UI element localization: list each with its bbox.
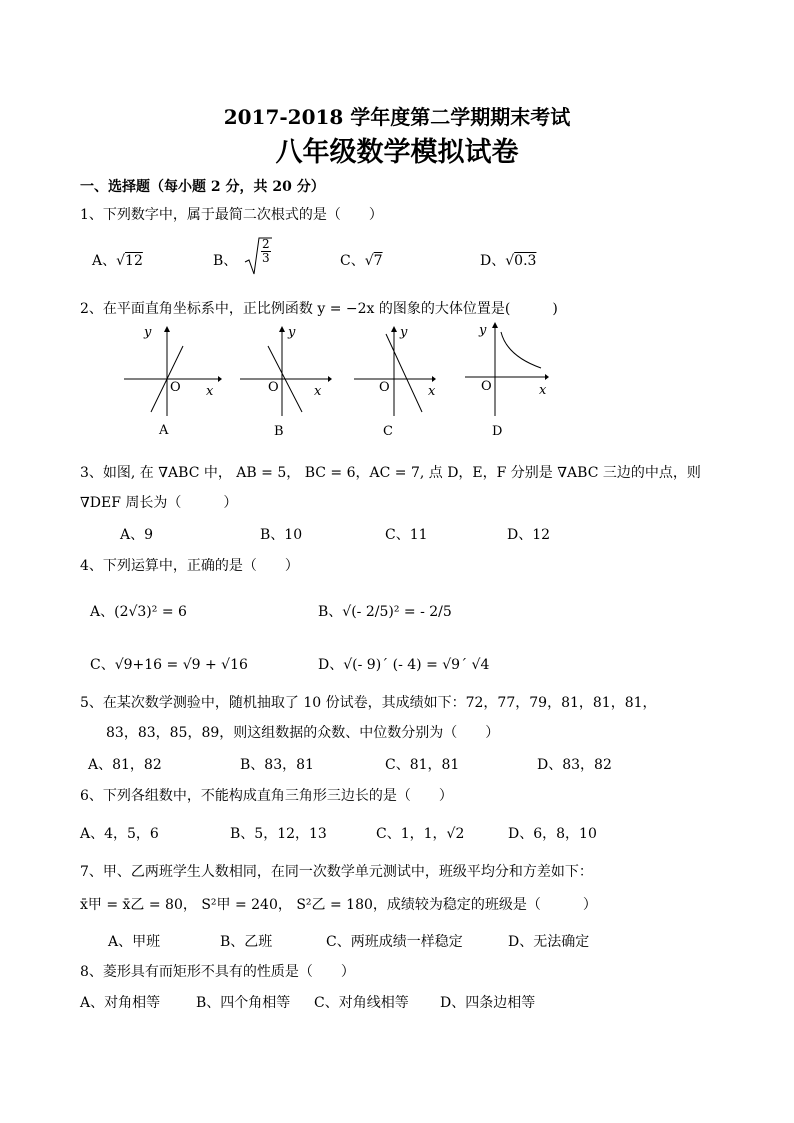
q7-line1: 7、甲、乙两班学生人数相同，在同一次数学单元测试中，班级平均分和方差如下： — [80, 864, 593, 880]
q1-d-prefix: D、√ — [480, 253, 515, 269]
q1-option-a — [92, 252, 143, 270]
q6-option-b: B、5，12，13 — [230, 826, 327, 842]
graph-a — [122, 324, 222, 444]
q4-stem: 4、下列运算中，正确的是（ ） — [80, 558, 299, 574]
q6-option-d: D、6，8，10 — [508, 826, 597, 842]
q4-b-prefix: B、 — [318, 604, 343, 620]
graph-c — [352, 324, 452, 444]
q6-stem: 6、下列各组数中，不能构成直角三角形三边长的是（ ） — [80, 788, 453, 804]
q3-option-d: D、12 — [507, 527, 551, 543]
q5-option-b: B、83，81 — [240, 757, 314, 773]
q1-option-c — [340, 252, 383, 270]
graph-d — [463, 320, 563, 444]
q8-option-b: B、四个角相等 — [196, 995, 291, 1011]
q2-stem: 2、在平面直角坐标系中，正比例函数 y = −2x 的图象的大体位置是( ) — [80, 301, 558, 317]
graph-b-label: B — [274, 424, 284, 439]
graph-b-origin: O — [268, 380, 279, 395]
q1-c-value: 7 — [373, 253, 383, 269]
graph-c-label: C — [383, 424, 393, 439]
graph-c-origin: O — [379, 380, 390, 395]
q4-option-d: D、√(- 9)´ (- 4) = √9´ √4 — [318, 657, 490, 673]
q5-line1: 5、在某次数学测验中，随机抽取了 10 份试卷，其成绩如下：72，77，79，81，81，81， — [80, 695, 657, 711]
q5-option-d: D、83，82 — [537, 757, 612, 773]
q7-line2: x̄甲 = x̄乙 = 80， S²甲 = 240， S²乙 = 180，成绩较为稳定的班级是（ ） — [80, 897, 597, 913]
q1-a-value: 12 — [125, 253, 143, 269]
q1-d-value: 0.3 — [514, 253, 537, 269]
graph-a-origin: O — [170, 380, 181, 395]
graph-d-x-label: x — [539, 383, 547, 398]
graph-b-x-label: x — [314, 384, 322, 399]
graph-d-plot — [463, 320, 563, 420]
graph-a-x-label: x — [206, 384, 214, 399]
q5-line2: 83，83，85，89，则这组数据的众数、中位数分别为（ ） — [106, 725, 500, 741]
q4-option-b — [318, 603, 452, 621]
q4-option-c: C、√9+16 = √9 + √16 — [90, 657, 248, 673]
graph-d-origin: O — [481, 379, 492, 394]
q7-option-a: A、甲班 — [108, 934, 161, 950]
graph-a-label: A — [159, 423, 169, 438]
q6-option-a: A、4，5，6 — [80, 826, 159, 842]
q4-option-a: A、(2√3)² = 6 — [90, 604, 187, 620]
q7-option-c: C、两班成绩一样稳定 — [326, 934, 463, 950]
q8-option-a: A、对角相等 — [80, 995, 161, 1011]
graph-b — [238, 324, 338, 444]
q1-option-b — [213, 237, 270, 282]
q3-line2: ∇DEF 周长为（ ） — [80, 495, 238, 511]
q1-b-numerator: 2 — [262, 237, 270, 251]
graph-a-plot — [122, 324, 222, 419]
q8-stem: 8、菱形具有而矩形不具有的性质是（ ） — [80, 964, 355, 980]
q3-line1: 3、如图, 在 ∇ABC 中， AB = 5， BC = 6，AC = 7, 点 D，E，F 分别是 ∇ABC 三边的中点，则 — [80, 465, 701, 481]
section-heading: 一、选择题（每小题 2 分，共 20 分） — [80, 179, 325, 195]
q7-option-d: D、无法确定 — [508, 934, 590, 950]
q4-b-expression: √(- 2/5)² = - 2/5 — [342, 604, 452, 620]
q5-option-c: C、81，81 — [385, 757, 460, 773]
q1-stem: 1、下列数字中，属于最简二次根式的是（ ） — [80, 207, 383, 223]
q1-b-prefix: B、 — [213, 253, 238, 269]
q1-a-prefix: A、√ — [92, 253, 126, 269]
graph-a-y-label: y — [144, 325, 152, 340]
q7-option-b: B、乙班 — [220, 934, 273, 950]
exam-subtitle: 八年级数学模拟试卷 — [275, 137, 519, 168]
graph-c-x-label: x — [428, 384, 436, 399]
q5-option-a: A、81，82 — [88, 757, 162, 773]
q6-option-c: C、1，1，√2 — [376, 826, 465, 842]
graph-b-y-label: y — [288, 325, 296, 340]
q8-option-d: D、四条边相等 — [440, 995, 536, 1011]
q8-option-c: C、对角线相等 — [314, 995, 409, 1011]
graph-d-y-label: y — [479, 323, 487, 338]
graph-c-y-label: y — [400, 325, 408, 340]
q1-c-prefix: C、√ — [340, 253, 374, 269]
q3-option-b: B、10 — [260, 527, 303, 543]
q3-option-a: A、9 — [120, 527, 154, 543]
q1-b-fraction — [261, 238, 271, 265]
q1-option-d — [480, 252, 536, 270]
exam-title: 2017-2018 学年度第二学期期末考试 — [223, 105, 571, 129]
q1-b-denominator: 3 — [262, 251, 270, 265]
q3-option-c: C、11 — [385, 527, 428, 543]
graph-d-label: D — [492, 424, 503, 439]
